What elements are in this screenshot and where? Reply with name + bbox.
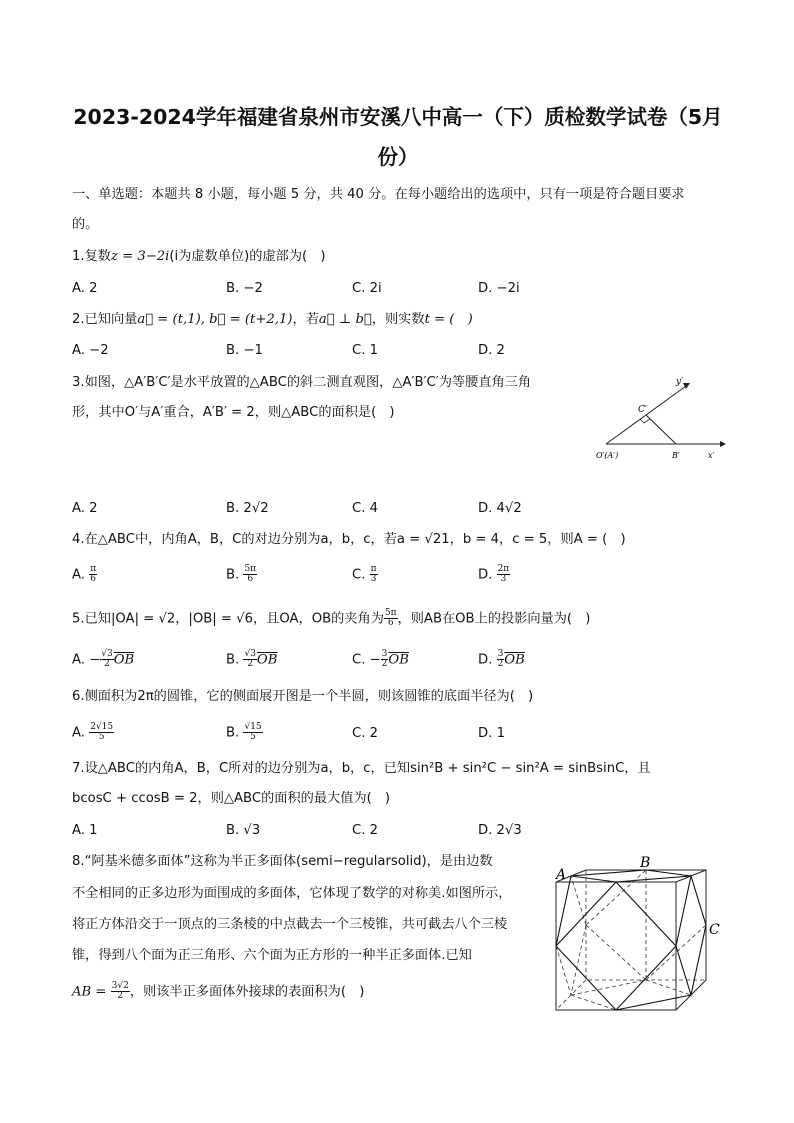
q5-option-b [226, 650, 277, 670]
q5-option-d [478, 650, 525, 670]
q5-angle-fraction [384, 609, 398, 628]
q5-d-den: 2 [497, 659, 504, 669]
q5-option-a-vector: $\overline{OB}$ [113, 652, 135, 668]
q4-option-c-letter: C. [352, 567, 366, 583]
q4-c-num: π [370, 564, 377, 574]
q3-option-a: A. 2 [72, 501, 98, 516]
question-7-line-1: 7.设△ABC的内角A，B，C所对的边分别为a，b，c，已知sin²B + sin²C − sin²A = sinBsinC，且 [72, 761, 651, 776]
q8-polyhedron-figure [546, 852, 726, 1014]
question-7-line-2: bcosC + ccosB = 2，则△ABC的面积的最大值为( ) [72, 791, 391, 806]
question-4: 4.在△ABC中，内角A，B，C的对边分别为a，b，c，若a = √21，b = 4，c = 5，则A = ( ) [72, 532, 626, 547]
q1-option-c: C. 2i [352, 281, 382, 296]
q6-option-c [352, 725, 378, 743]
q4-option-a-letter: A. [72, 567, 85, 583]
q6-option-a [72, 723, 114, 743]
q8-frac-den: 2 [117, 991, 124, 1001]
q6-option-a-fraction [89, 723, 114, 742]
q5-c-num: 3 [381, 649, 388, 659]
q6-option-b-fraction [243, 723, 262, 742]
q6-option-a-letter: A. [72, 725, 85, 741]
question-8-line-5 [72, 982, 364, 1002]
exam-title [68, 97, 728, 177]
q1-option-a: A. 2 [72, 281, 98, 296]
q5-option-c-vector: $\overline{OB}$ [388, 652, 409, 668]
edge-hidden-5 [586, 870, 646, 925]
q8-label-c: C [709, 922, 720, 938]
q3-option-d: D. 4√2 [478, 501, 522, 516]
q4-a-den: 6 [90, 574, 97, 584]
q5-option-a-fraction [100, 650, 113, 669]
q8-text-b: ，则该半正多面体外接球的表面积为( ) [129, 984, 365, 1000]
q6-option-b-letter: B. [226, 725, 240, 741]
q4-d-den: 3 [500, 574, 507, 584]
q6-option-d [478, 725, 505, 743]
q1-text-b: (i为虚数单位)的虚部为( ) [169, 249, 326, 264]
edge-left-top [556, 876, 571, 946]
question-8-line-4: 锥，得到八个面为正三角形、六个面为正方形的一种半正多面体.已知 [72, 948, 472, 963]
q4-option-d-letter: D. [478, 567, 493, 583]
q6-option-d-letter: D. [478, 726, 493, 741]
edge-hidden-6 [571, 876, 586, 925]
q8-frac-num: 3√2 [111, 981, 129, 991]
q5-d-num: 3 [497, 649, 504, 659]
q5-b-num: √3 [244, 649, 256, 659]
q6-option-c-letter: C. [352, 726, 366, 741]
q5-option-d-vector: $\overline{OB}$ [504, 652, 525, 668]
q3-label-y: y′ [676, 377, 684, 387]
q5-option-b-fraction [243, 650, 256, 669]
q6-b-den: 5 [250, 732, 256, 742]
title-line-2: 份） [377, 145, 419, 169]
q3-figure [588, 372, 728, 464]
q1-expr: z = 3−2i [110, 249, 170, 264]
q5-option-a [72, 650, 134, 670]
question-5 [72, 609, 590, 629]
q5-option-c-sign: − [369, 652, 381, 668]
q8-ab-fraction [111, 982, 130, 1001]
q7-option-c: C. 2 [352, 823, 378, 838]
q2-expr-3: t = ( ) [424, 312, 473, 327]
q5-option-d-letter: D. [478, 652, 493, 668]
edge-hidden-7 [571, 925, 586, 995]
q5-a-den: 2 [104, 659, 110, 669]
title-line-1: 2023-2024学年福建省泉州市安溪八中高一（下）质检数学试卷（5月 [73, 105, 723, 129]
q4-option-d [478, 565, 510, 585]
q4-option-d-fraction [497, 565, 511, 584]
q4-c-den: 3 [370, 574, 377, 584]
q2-text-a: 2.已知向量 [72, 312, 138, 327]
q8-label-a: A [556, 867, 567, 883]
q5-option-a-letter: A. [72, 652, 85, 668]
question-1 [72, 248, 326, 266]
q4-b-num: 5π [244, 564, 257, 574]
q4-option-c [352, 565, 378, 585]
q4-d-num: 2π [497, 564, 510, 574]
section-header-line-1: 一、单选题：本题共 8 小题，每小题 5 分，共 40 分。在每小题给出的选项中，只有一项是符合题目要求 [72, 187, 685, 202]
q6-option-b [226, 723, 263, 743]
question-3-line-2: 形，其中O′与A′重合，A′B′ = 2，则△ABC的面积是( ) [72, 405, 395, 420]
q3-label-b: B′ [672, 451, 680, 460]
q2-expr: a⃗ = (t,1), b⃗ = (t+2,1) [137, 312, 293, 327]
q4-a-num: π [90, 564, 97, 574]
q5-text-b: ，则AB在OB上的投影向量为( ) [397, 611, 591, 627]
q4-option-b [226, 565, 257, 585]
question-6: 6.侧面积为2π的圆锥，它的侧面展开图是一个半圆，则该圆锥的底面半径为( ) [72, 689, 534, 704]
q7-option-b: B. √3 [226, 823, 261, 838]
q5-option-b-letter: B. [226, 652, 240, 668]
q3-label-x: x′ [708, 451, 715, 460]
q1-text-a: 1.复数 [72, 249, 111, 264]
q3-option-b: B. 2√2 [226, 501, 269, 516]
q2-text-b: ，若 [292, 312, 319, 327]
q4-option-b-fraction [243, 565, 257, 584]
q6-option-c-value: 2 [369, 726, 378, 741]
q3-x-arrow [720, 441, 726, 447]
q2-expr-2: a⃗ ⊥ b⃗ [318, 312, 372, 327]
q4-option-a-fraction [89, 565, 97, 584]
edge-hidden-2 [571, 980, 646, 995]
question-8-line-2: 不全相同的正多边形为面围成的多面体，它体现了数学的对称美.如图所示， [72, 886, 512, 901]
section-header-line-2: 的。 [72, 217, 99, 232]
q3-y-arrow [683, 383, 690, 389]
q3-side-cb [646, 415, 676, 444]
q5-frac-num: 5π [384, 608, 397, 618]
edge-hidden-3 [646, 980, 691, 995]
q5-frac-den: 6 [387, 618, 394, 628]
q1-option-b: B. −2 [226, 281, 263, 296]
q2-option-d: D. 2 [478, 343, 505, 358]
q5-option-c [352, 650, 409, 670]
cube-edges [556, 870, 706, 1010]
q3-label-o: O′(A′) [596, 451, 619, 460]
q3-label-c: C′ [638, 405, 647, 415]
q2-option-b: B. −1 [226, 343, 263, 358]
question-8-line-3: 将正方体沿交于一顶点的三条棱的中点截去一个三棱锥，共可截去八个三棱 [72, 917, 508, 932]
q3-right-angle-mark [640, 419, 650, 423]
q5-option-b-vector: $\overline{OB}$ [256, 652, 278, 668]
q4-option-a [72, 565, 97, 585]
q5-b-den: 2 [247, 659, 254, 669]
q8-label-b: B [640, 855, 651, 871]
right-square-face [676, 876, 706, 995]
q6-b-num: √15 [244, 722, 262, 732]
q7-option-a: A. 1 [72, 823, 98, 838]
q5-option-c-letter: C. [352, 652, 366, 668]
q2-option-c: C. 1 [352, 343, 378, 358]
q5-c-den: 2 [381, 659, 388, 669]
q2-text-c: ，则实数 [371, 312, 425, 327]
edge-hidden-8 [586, 925, 646, 980]
q4-option-b-letter: B. [226, 567, 240, 583]
q6-a-den: 5 [98, 732, 105, 742]
q6-option-d-value: 1 [496, 726, 505, 741]
top-square-face [571, 870, 691, 882]
front-square-face [556, 882, 676, 1010]
q4-option-c-fraction [370, 565, 378, 584]
question-8-line-1: 8.“阿基米德多面体”这称为半正多面体(semi−regularsolid)，是由边数 [72, 854, 493, 869]
q8-expr-ab: AB = [72, 984, 107, 1000]
q1-option-d: D. −2i [478, 281, 520, 296]
q4-b-den: 6 [247, 574, 254, 584]
q2-option-a: A. −2 [72, 343, 109, 358]
q5-a-num: √3 [101, 649, 113, 659]
q7-option-d: D. 2√3 [478, 823, 522, 838]
q5-text-a: 5.已知|OA| = √2，|OB| = √6，且OA，OB的夹角为 [72, 611, 384, 627]
question-3-line-1: 3.如图，△A′B′C′是水平放置的△ABC的斜二测直观图，△A′B′C′为等腰直角三角 [72, 375, 532, 390]
q6-a-num: 2√15 [90, 722, 114, 732]
q3-option-c: C. 4 [352, 501, 378, 516]
question-2 [72, 311, 473, 329]
q5-option-a-sign: − [89, 652, 101, 668]
